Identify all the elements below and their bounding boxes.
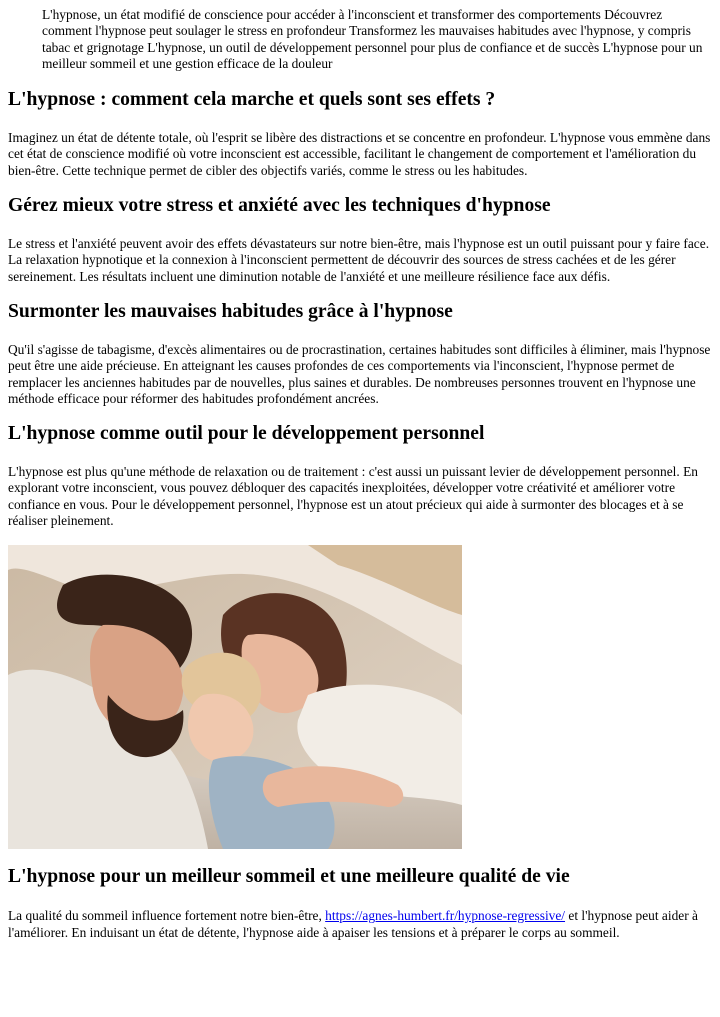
toc-item[interactable]: L'hypnose pour un meilleur sommeil et une gestion efficace de la douleur (42, 39, 703, 71)
section-heading: L'hypnose comme outil pour le développement personnel (8, 423, 485, 445)
section-heading: Surmonter les mauvaises habitudes grâce à l'hypnose (8, 300, 453, 322)
section-heading: Gérez mieux votre stress et anxiété avec les techniques d'hypnose (8, 195, 551, 217)
toc-item[interactable]: L'hypnose, un outil de développement personnel pour plus de confiance et de succès (147, 39, 600, 55)
paragraph-text: et l'hypnose peut aider à l'améliorer. En induisant un état de détente, l'hypnose aide à apaiser les tensions et à préparer le corps au sommeil. (8, 908, 698, 940)
table-of-contents (42, 7, 714, 72)
family-sleeping-photo (8, 545, 462, 849)
hypnose-regressive-link[interactable]: https://agnes-humbert.fr/hypnose-regressive/ (325, 908, 566, 924)
section-heading: L'hypnose : comment cela marche et quels sont ses effets ? (8, 89, 496, 111)
section-paragraph: L'hypnose est plus qu'une méthode de relaxation ou de traitement : c'est aussi un puissant levier de développement personnel. En explorant votre inconscient, vous pouvez débloquer des capacités inexploitées, développer votre créativité et améliorer votre confiance en vous. Pour le développement personnel, l'hypnose est un atout précieux qui aide à surmonter des blocages et à se réaliser pleinement. (8, 464, 698, 529)
section-paragraph (8, 908, 714, 941)
toc-item[interactable]: L'hypnose, un état modifié de conscience pour accéder à l'inconscient et transformer des comportements (42, 7, 601, 22)
article (8, 0, 714, 941)
toc-item[interactable]: Découvrez comment l'hypnose peut soulager le stress en profondeur (42, 7, 663, 39)
toc-item[interactable]: Transformez les mauvaises habitudes avec l'hypnose, y compris tabac et grignotage (42, 23, 691, 55)
section-paragraph: Le stress et l'anxiété peuvent avoir des effets dévastateurs sur notre bien-être, mais l'hypnose est un outil puissant pour y faire face. La relaxation hypnotique et la connexion à l'inconscient permettent de découvrir des sources de stress cachées et de les gérer sereinement. Les résultats incluent une diminution notable de l'anxiété et une meilleure résilience face aux défis. (8, 236, 710, 284)
section-heading: L'hypnose pour un meilleur sommeil et une meilleure qualité de vie (8, 866, 570, 888)
section-paragraph: Qu'il s'agisse de tabagisme, d'excès alimentaires ou de procrastination, certaines habitudes sont difficiles à éliminer, mais l'hypnose peut être une aide précieuse. En atteignant les causes profondes de ces comportements via l'inconscient, l'hypnose permet de remplacer les anciennes habitudes par de nouvelles, plus saines et durables. De nombreuses personnes trouvent en l'hypnose une méthode efficace pour réformer des habitudes profondément ancrées. (8, 341, 711, 406)
section-paragraph: Imaginez un état de détente totale, où l'esprit se libère des distractions et se concentre en profondeur. L'hypnose vous emmène dans cet état de conscience modifié où votre inconscient est accessible, facilitant le changement de comportement et l'amélioration du bien-être. Cette technique permet de cibler des objectifs variés, comme le stress ou les habitudes. (8, 130, 711, 178)
paragraph-text: La qualité du sommeil influence fortement notre bien-être, (8, 908, 326, 924)
